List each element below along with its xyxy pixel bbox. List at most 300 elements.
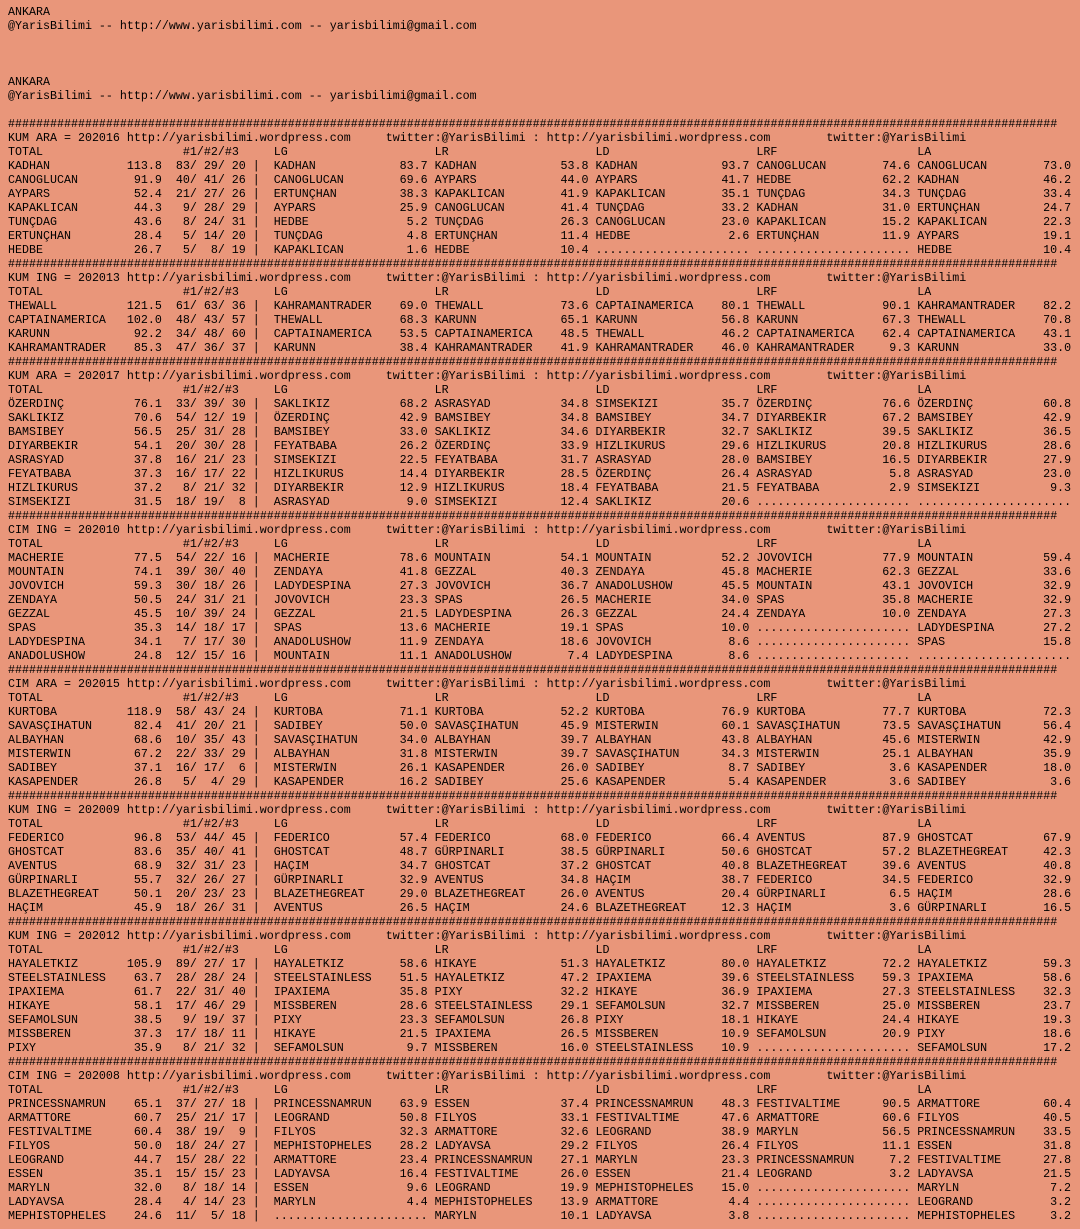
divider-line: ###################################################################################################################################################### [8,789,1058,803]
rank-1: 25 [175,425,190,439]
table-row [8,411,1072,425]
separator: : [532,271,540,285]
rank-2: 17 [203,635,218,649]
race-blocks [8,117,1072,1223]
la-value: 40.5 [1043,1111,1072,1125]
lr-name: SADIBEY [434,775,484,789]
table-row [8,747,1072,761]
ld-name: ALBAYHAN [595,733,652,747]
table-row [8,985,1072,999]
total-score: 68.9 [133,859,162,873]
lr-name: LADYDESPINA [434,607,512,621]
lg-name: AVENTUS [273,901,323,915]
rank-sep: / [189,999,197,1013]
ld-name: MISSBEREN [595,1027,659,1041]
la-name: LEOGRAND [917,1195,974,1209]
twitter-handle: twitter:@YarisBilimi [826,523,967,537]
ld-name: BAMSIBEY [595,411,652,425]
lg-value: 22.5 [399,453,428,467]
la-name: ALBAYHAN [917,747,974,761]
lr-value: 31.7 [560,453,589,467]
lg-name: FEYATBABA [273,439,337,453]
ld-value: 40.8 [721,859,750,873]
lr-value: 73.6 [560,299,589,313]
lrf-name: SAVASÇIHATUN [756,719,841,733]
rank-2: 19 [203,495,218,509]
lg-name: MACHERIE [273,551,330,565]
total-name: PRINCESSNAMRUN [8,1097,106,1111]
total-score: 60.7 [133,1111,162,1125]
rank-2: 27 [203,1097,218,1111]
rank-1: 40 [175,173,190,187]
lg-name: FILYOS [273,1125,316,1139]
rank-1: 5 [182,775,190,789]
lr-value: 33.9 [560,439,589,453]
lrf-name: MOUNTAIN [756,579,813,593]
ld-name: PIXY [595,1013,624,1027]
lg-value: 16.2 [399,775,428,789]
lrf-value: 34.3 [882,187,911,201]
lrf-name: HIKAYE [756,1013,799,1027]
total-name: HAYALETKIZ [8,957,78,971]
total-name: KADHAN [8,159,50,173]
lrf-value: 77.9 [882,551,911,565]
race-block [8,663,1072,789]
rank-sep: / [189,439,197,453]
lr-value: 26.5 [560,1027,589,1041]
rank-sep: / [217,999,225,1013]
header-lrf: LRF [756,537,778,551]
column-separator: | [252,299,260,313]
lg-name: ALBAYHAN [273,747,330,761]
total-score: 58.1 [133,999,162,1013]
separator: : [532,677,540,691]
header-lg: LG [273,817,288,831]
la-name: AVENTUS [917,859,967,873]
lr-value: 32.6 [560,1125,589,1139]
total-score: 38.5 [133,1013,162,1027]
lr-name: AVENTUS [434,873,484,887]
race-title-line [8,523,1072,537]
rank-1: 17 [175,1027,190,1041]
lr-value: 47.2 [560,971,589,985]
lg-value: 25.9 [399,201,428,215]
separator: : [532,1069,540,1083]
la-name: HIZLIKURUS [917,439,988,453]
la-name: LADYDESPINA [917,621,995,635]
column-separator: | [252,467,260,481]
rank-sep: / [189,1153,197,1167]
column-separator: | [252,621,260,635]
ld-value: 5.4 [728,775,750,789]
site-link: http://yarisbilimi.wordpress.com [546,271,771,285]
site-link: http://yarisbilimi.wordpress.com [126,929,351,943]
lrf-value: 6.5 [889,887,911,901]
rank-2: 43 [203,705,218,719]
rank-sep: / [189,1097,197,1111]
lg-name: KAPAKLICAN [273,243,344,257]
rank-3: 19 [231,243,246,257]
lrf-empty: ...................... [756,621,911,635]
header-total: TOTAL [8,285,43,299]
lrf-name: ERTUNÇHAN [756,229,820,243]
site-link: http://yarisbilimi.wordpress.com [126,131,351,145]
rank-3: 19 [231,411,246,425]
total-name: MOUNTAIN [8,565,64,579]
lg-value: 42.9 [399,411,428,425]
lg-name: GEZZAL [273,607,316,621]
rank-3: 26 [231,173,246,187]
header-lrf: LRF [756,691,778,705]
rank-sep: / [217,1167,225,1181]
lr-value: 37.4 [560,1097,589,1111]
lg-name: THEWALL [273,313,323,327]
column-separator: | [252,887,260,901]
lg-name: SPAS [273,621,302,635]
ld-name: DIYARBEKIR [595,425,666,439]
race-block [8,257,1072,355]
header-total: TOTAL [8,817,43,831]
race-title-line [8,369,1072,383]
rank-sep: / [189,635,197,649]
la-name: PRINCESSNAMRUN [917,1125,1016,1139]
rank-1: 48 [175,313,190,327]
rank-2: 46 [203,999,218,1013]
table-row [8,999,1072,1013]
ld-name: SIMSEKIZI [595,397,659,411]
table-row [8,229,1072,243]
lr-name: LADYAVSA [434,1139,491,1153]
rank-1: 28 [175,971,190,985]
lg-name: SEFAMOLSUN [273,1041,344,1055]
race-title: KUM ARA = 202017 [8,369,120,383]
lrf-name: CAPTAINAMERICA [756,327,855,341]
ld-value: 2.6 [728,229,750,243]
header-lrf: LRF [756,817,778,831]
rank-3: 17 [231,621,246,635]
lr-value: 10.4 [560,243,589,257]
lr-name: FEDERICO [434,831,491,845]
rank-1: 32 [175,873,190,887]
lrf-name: IPAXIEMA [756,985,813,999]
table-row [8,1181,1072,1195]
lr-name: KARUNN [434,313,477,327]
rank-1: 37 [175,1097,190,1111]
divider-line: ###################################################################################################################################################### [8,1055,1058,1069]
divider-line: ###################################################################################################################################################### [8,509,1058,523]
rank-sep: / [189,397,197,411]
lrf-value: 74.6 [882,159,911,173]
lr-value: 29.1 [560,999,589,1013]
rank-sep: / [217,229,225,243]
la-name: PIXY [917,1027,946,1041]
header-total: TOTAL [8,943,43,957]
total-name: HIKAYE [8,999,50,1013]
lr-value: 65.1 [560,313,589,327]
lr-name: MOUNTAIN [434,551,491,565]
la-name: KAPAKLICAN [917,215,988,229]
total-score: 61.7 [133,985,162,999]
lg-name: MISSBEREN [273,999,337,1013]
lr-name: GEZZAL [434,565,477,579]
ld-name: BLAZETHEGREAT [595,901,687,915]
header-ld: LD [595,1083,610,1097]
total-name: KAHRAMANTRADER [8,341,106,355]
lr-name: JOVOVICH [434,579,491,593]
rank-sep: / [217,411,225,425]
lrf-name: SADIBEY [756,761,806,775]
lr-value: 32.2 [560,985,589,999]
table-row [8,341,1072,355]
la-value: 60.4 [1043,1097,1072,1111]
lrf-empty: ...................... [756,1209,911,1223]
column-header-line [8,537,1072,551]
ld-value: 32.7 [721,999,750,1013]
lrf-value: 15.2 [882,215,911,229]
column-separator: | [252,187,260,201]
total-score: 37.1 [133,761,162,775]
la-name: CANOGLUCAN [917,159,988,173]
column-separator: | [252,873,260,887]
rank-sep: / [189,845,197,859]
separator: : [532,369,540,383]
ld-value: 46.0 [721,341,750,355]
lr-name: KAHRAMANTRADER [434,341,533,355]
rank-sep: / [189,481,197,495]
rank-1: 38 [175,1125,190,1139]
la-value: 32.3 [1043,985,1072,999]
header-ranks: #1/#2/#3 [182,383,239,397]
total-score: 50.1 [133,887,162,901]
total-score: 45.9 [133,901,162,915]
lg-name: MOUNTAIN [273,649,330,663]
rank-2: 39 [203,397,218,411]
table-row [8,467,1072,481]
total-score: 28.4 [133,1195,162,1209]
blank-line [8,47,1072,61]
la-empty: ...................... [917,649,1072,663]
lg-value: 78.6 [399,551,428,565]
column-separator: | [252,551,260,565]
rank-2: 18 [203,621,218,635]
lg-value: 51.5 [399,971,428,985]
la-name: FEDERICO [917,873,974,887]
race-block [8,915,1072,1055]
header-lr: LR [434,817,449,831]
ld-name: HAÇIM [595,873,631,887]
lrf-value: 56.5 [882,1125,911,1139]
la-name: JOVOVICH [917,579,974,593]
rank-3: 26 [231,579,246,593]
ld-name: LADYAVSA [595,1209,652,1223]
rank-sep: / [217,733,225,747]
lr-value: 53.8 [560,159,589,173]
total-name: ESSEN [8,1167,43,1181]
lg-name: ZENDAYA [273,565,323,579]
lrf-value: 34.5 [882,873,911,887]
table-row [8,859,1072,873]
ld-value: 39.6 [721,971,750,985]
lr-name: ZENDAYA [434,635,484,649]
rank-sep: / [217,901,225,915]
column-separator: | [252,593,260,607]
rank-2: 19 [203,1125,218,1139]
rank-3: 40 [231,565,246,579]
rank-1: 18 [175,901,190,915]
lrf-empty: ...................... [756,1181,911,1195]
lrf-value: 87.9 [882,831,911,845]
rank-1: 8 [182,1041,190,1055]
lr-name: LEOGRAND [434,1181,491,1195]
lrf-name: STEELSTAINLESS [756,971,855,985]
la-name: BAMSIBEY [917,411,974,425]
header-ranks: #1/#2/#3 [182,943,239,957]
rank-2: 30 [203,439,218,453]
rank-1: 12 [175,649,190,663]
lrf-value: 25.0 [882,999,911,1013]
rank-sep: / [217,859,225,873]
lg-name: SADIBEY [273,719,323,733]
race-title: CIM ARA = 202015 [8,677,120,691]
la-value: 70.8 [1043,313,1072,327]
lrf-value: 7.2 [889,1153,911,1167]
lg-value: 41.8 [399,565,428,579]
ld-value: 4.4 [728,1195,750,1209]
lg-value: 26.5 [399,901,428,915]
rank-1: 16 [175,467,190,481]
lg-name: TUNÇDAG [273,229,323,243]
table-row [8,1013,1072,1027]
table-row [8,495,1072,509]
rank-sep: / [217,551,225,565]
rank-sep: / [217,705,225,719]
table-row [8,1195,1072,1209]
ld-name: STEELSTAINLESS [595,1041,694,1055]
ld-name: HIKAYE [595,985,638,999]
rank-2: 26 [203,901,218,915]
column-header-line [8,817,1072,831]
lr-name: SIMSEKIZI [434,495,498,509]
lr-value: 7.4 [567,649,589,663]
rank-3: 18 [231,1097,246,1111]
rank-sep: / [189,579,197,593]
total-score: 44.7 [133,1153,162,1167]
lr-value: 39.7 [560,747,589,761]
rank-2: 48 [203,327,218,341]
header-ld: LD [595,943,610,957]
rank-2: 26 [203,873,218,887]
total-score: 35.1 [133,1167,162,1181]
rank-sep: / [217,1153,225,1167]
site-link: http://yarisbilimi.wordpress.com [126,677,351,691]
rank-3: 20 [231,229,246,243]
lrf-name: MARYLN [756,1125,799,1139]
column-separator: | [252,957,260,971]
total-name: ZENDAYA [8,593,57,607]
table-row [8,1097,1072,1111]
la-name: FESTIVALTIME [917,1153,1002,1167]
rank-3: 36 [231,299,246,313]
lr-value: 44.0 [560,173,589,187]
column-separator: | [252,719,260,733]
total-name: SAVASÇIHATUN [8,719,92,733]
header-ranks: #1/#2/#3 [182,537,239,551]
lrf-value: 35.8 [882,593,911,607]
ld-value: 50.6 [721,845,750,859]
rank-sep: / [189,1167,197,1181]
ld-name: MISTERWIN [595,719,659,733]
lg-name: SAKLIKIZ [273,397,330,411]
rank-2: 31 [203,859,218,873]
ld-name: ZENDAYA [595,565,645,579]
rank-3: 16 [231,649,246,663]
lrf-value: 20.8 [882,439,911,453]
lg-name: HAYALETKIZ [273,957,344,971]
la-value: 67.9 [1043,831,1072,845]
rank-3: 29 [231,747,246,761]
divider-line: ###################################################################################################################################################### [8,117,1058,131]
rank-1: 18 [175,495,190,509]
lrf-name: KURTOBA [756,705,806,719]
total-score: 118.9 [126,705,162,719]
divider-line: ###################################################################################################################################################### [8,663,1058,677]
lr-name: ÖZERDINÇ [434,439,491,453]
twitter-handle: twitter:@YarisBilimi [385,523,526,537]
rank-sep: / [217,971,225,985]
la-name: HEDBE [917,243,953,257]
divider-line: ###################################################################################################################################################### [8,355,1058,369]
lg-name: CAPTAINAMERICA [273,327,372,341]
column-separator: | [252,635,260,649]
ld-name: GEZZAL [595,607,638,621]
rank-sep: / [189,1013,197,1027]
race-title: KUM ING = 202009 [8,803,120,817]
rank-sep: / [217,621,225,635]
rank-3: 29 [231,775,246,789]
site-link: http://yarisbilimi.wordpress.com [546,803,771,817]
rank-sep: / [189,453,197,467]
rank-2: 5 [210,1209,218,1223]
lr-name: FEYATBABA [434,453,498,467]
header-la: LA [917,1083,932,1097]
lg-name: ANADOLUSHOW [273,635,351,649]
rank-sep: / [189,243,197,257]
lrf-value: 43.1 [882,579,911,593]
header-lg: LG [273,285,288,299]
rank-sep: / [217,719,225,733]
rank-2: 43 [203,313,218,327]
lrf-name: KAHRAMANTRADER [756,341,855,355]
lg-value: 28.6 [399,999,428,1013]
la-value: 23.7 [1043,999,1072,1013]
rank-sep: / [189,957,197,971]
ld-name: MEPHISTOPHELES [595,1181,694,1195]
rank-1: 15 [175,1167,190,1181]
lr-value: 36.7 [560,579,589,593]
rank-3: 31 [231,215,246,229]
la-value: 22.3 [1043,215,1072,229]
table-row [8,551,1072,565]
ld-name: LEOGRAND [595,1125,652,1139]
ld-value: 20.6 [721,495,750,509]
ld-name: KAHRAMANTRADER [595,341,694,355]
total-name: TUNÇDAG [8,215,57,229]
rank-sep: / [217,565,225,579]
lr-value: 26.5 [560,593,589,607]
lrf-value: 62.4 [882,327,911,341]
lg-value: 4.8 [406,229,428,243]
lrf-value: 16.5 [882,453,911,467]
